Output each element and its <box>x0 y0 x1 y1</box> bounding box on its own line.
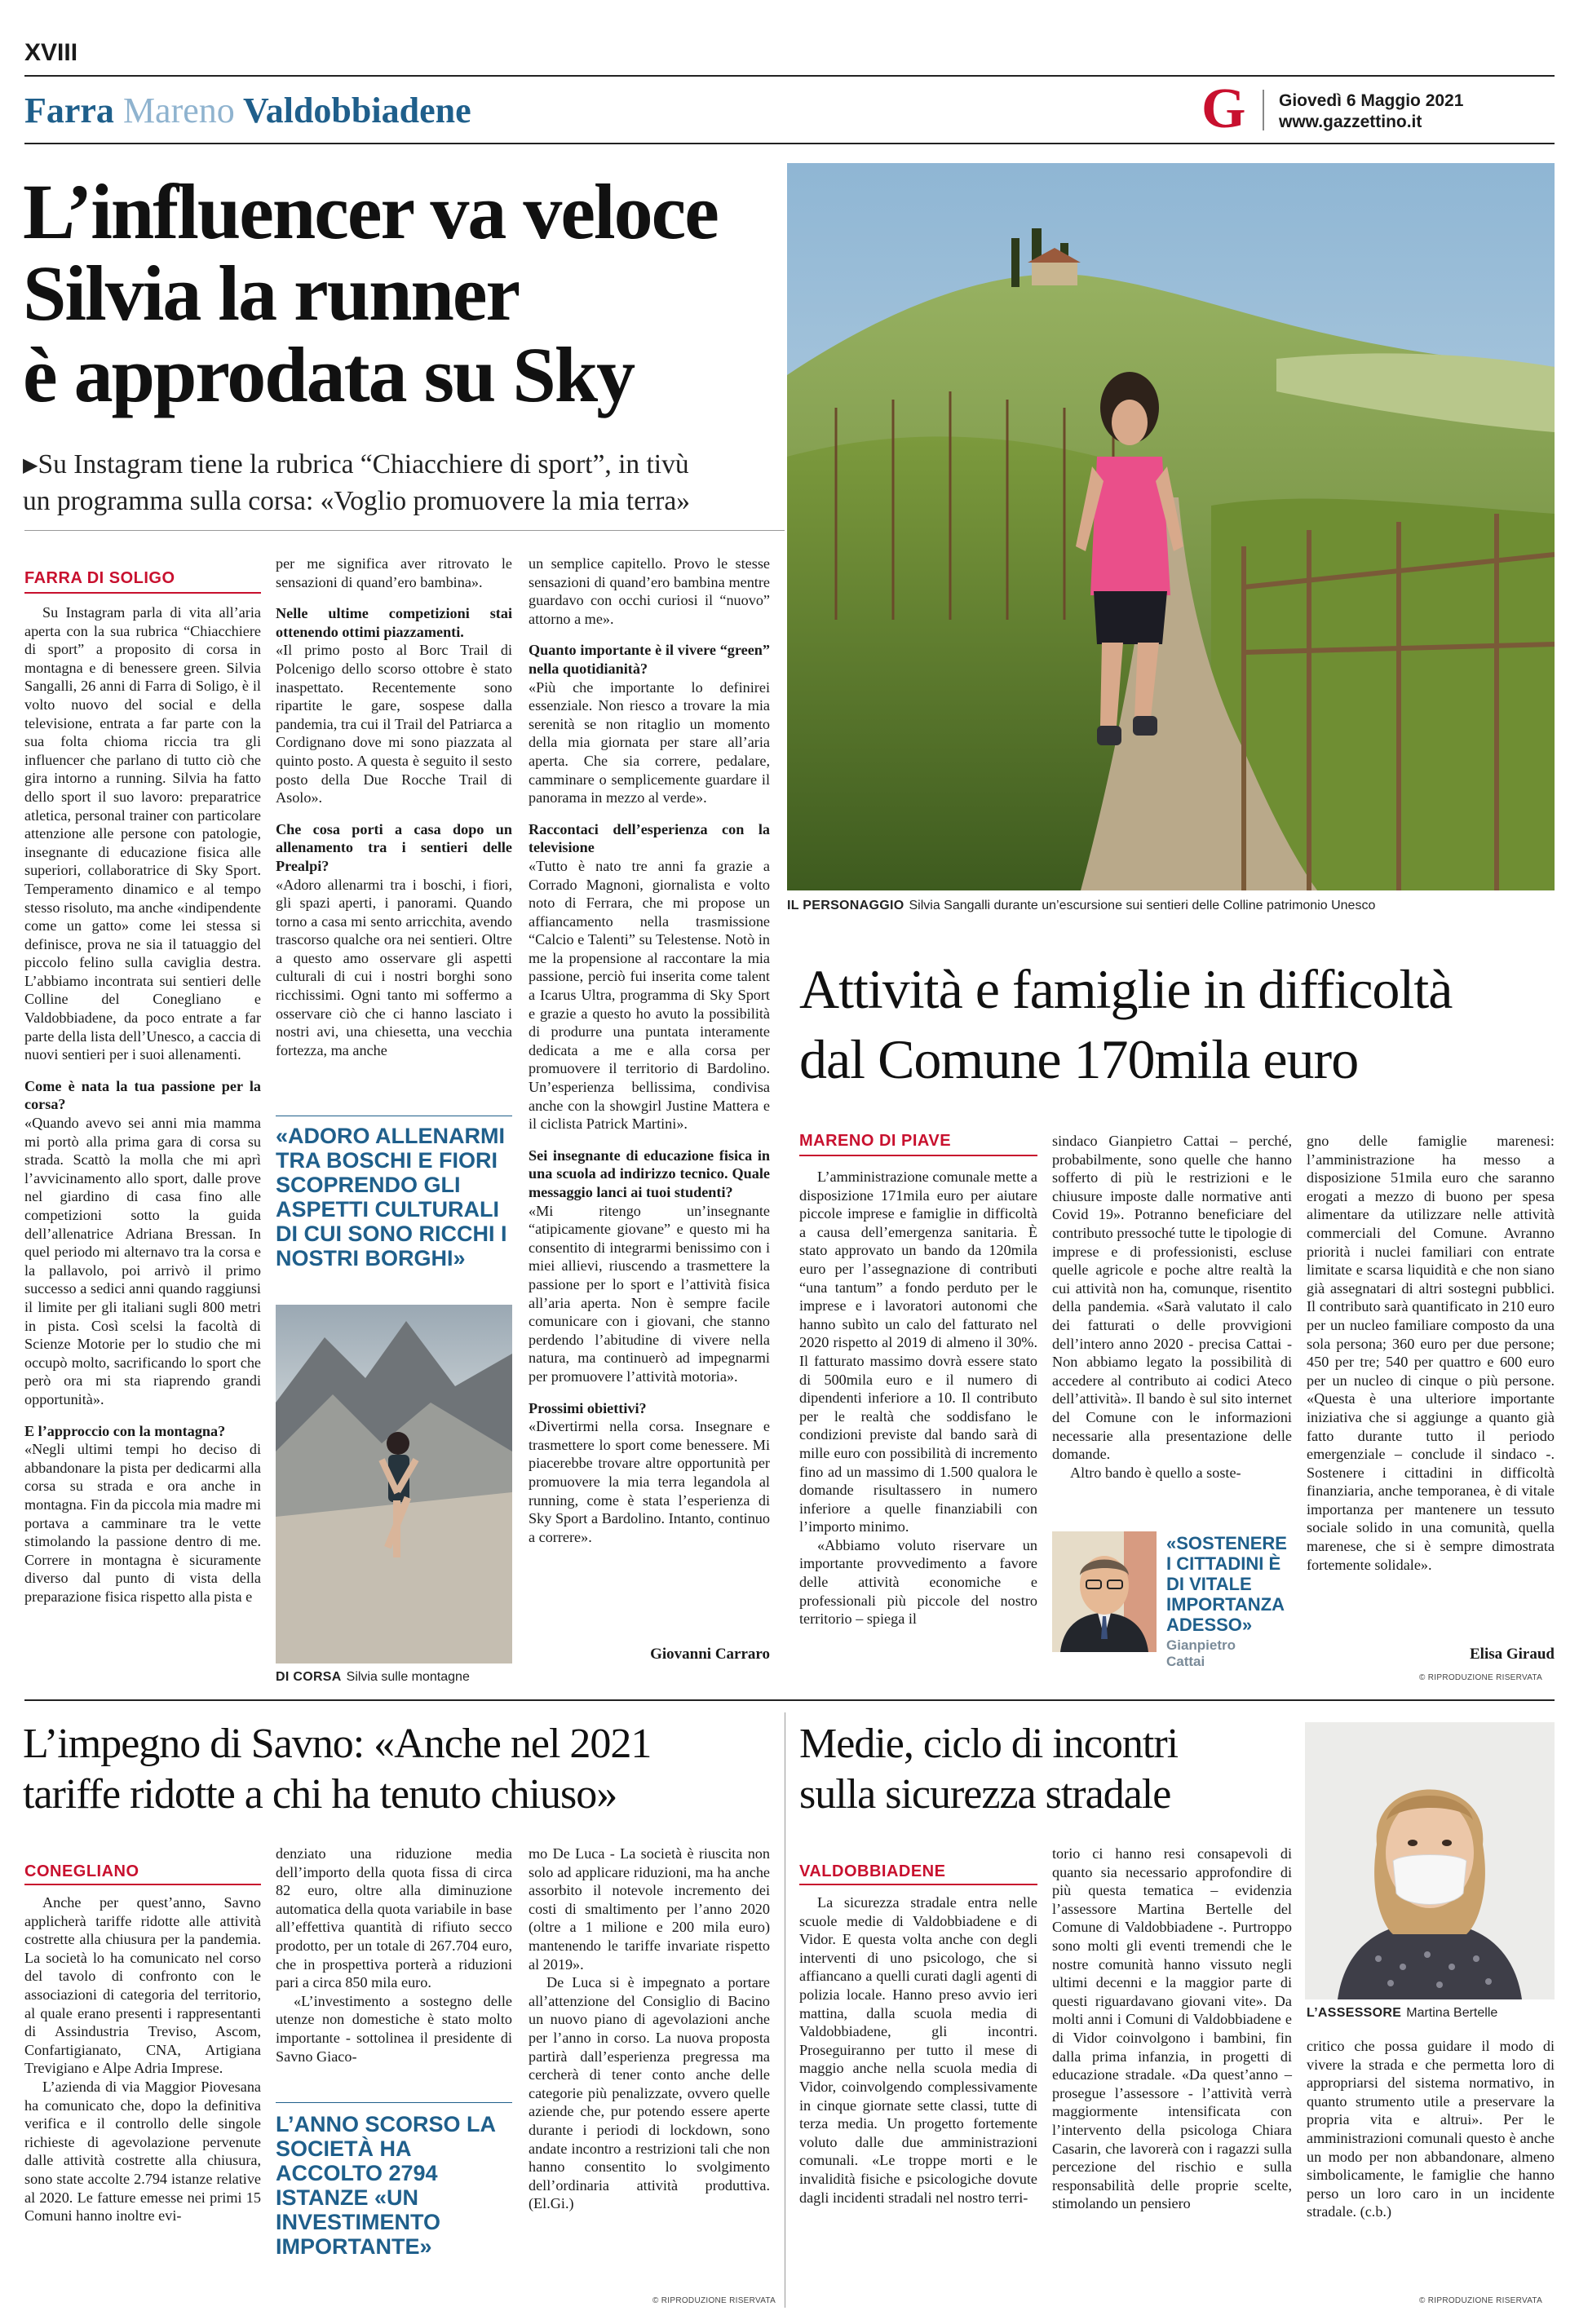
body-paragraph: «Tutto è nato tre anni fa grazie a Corrado Magnoni, giornalista e volto noto di Ferrara, che mi propose un affiancamento nella trasmissione “Calcio e Talenti” su Telestense. Notò in me la propensione al raccontare la mia passione, perciò fui inserita come talent a Icarus Ultra, programma di Sky Sport e grazie a questo ho avuto la possibilità di produrre una puntata interamente dedicata a me e alla corsa per promuovere il territorio di Bardolino. Un’esperienza bellissima, condivisa anche con la showgirl Justine Mattera e il ciclista Patrick Martini». <box>529 857 770 1133</box>
article1-column-3 <box>529 554 770 1546</box>
body-paragraph: La sicurezza stradale entra nelle scuole medie di Valdobbiadene e di Vidor. E questa volta anche con degli interventi di uno psicologo, che si affiancano a quelli curati dagli agenti di polizia locale. Hanno preso avvio ieri mattina, dalla scuola media di Valdobbiadene, gli incontri. Proseguiranno per tutto il mese di maggio anche nella scuola media di Vidor, coinvolgendo complessivamente in cinque giornate sette classi, tutte di terza media. Un progetto fortemente voluto dalle due amministrazioni comunali. «Le troppe morti e le invalidità fisiche e psicologiche dovute dagli incidenti stradali nel nostro terri- <box>799 1894 1037 2206</box>
article1-subheadline-line2: un programma sulla corsa: «Voglio promuovere la mia terra» <box>23 486 691 516</box>
body-paragraph: Altro bando è quello a soste- <box>1070 1464 1241 1481</box>
body-paragraph: «Negli ultimi tempi ho deciso di abbandonare la pista per dedicarmi alla corsa su strada e ora anche in montagna. Fin da piccola mia madre mi portava a camminare tra le vette stimolando la passione dentro di me. Correre in montagna è sicuramente diverso dal punto di vista della preparazione fisica rispetto alla pista e <box>24 1441 261 1605</box>
section-towns <box>24 90 471 131</box>
bottom-section-rule <box>24 1699 1555 1701</box>
body-paragraph: mo De Luca - La società è riuscita non solo ad applicare riduzioni, ma ha anche assorbito il notevole incremento dei costi di smaltimento per l’anno 2020 (oltre a 1 milione e 200 mila euro) mantenendo le tariffe invariate rispetto al 2019». <box>529 1845 770 1973</box>
gazzettino-logo <box>1201 77 1252 140</box>
section-town-mareno: Mareno <box>122 91 235 130</box>
article1-kicker: FARRA DI SOLIGO <box>24 569 175 587</box>
vineyard-trail-illustration <box>787 163 1555 890</box>
article3-pullquote: L’ANNO SCORSO LA SOCIETÀ HA ACCOLTO 2794 ISTANZE «UN INVESTIMENTO IMPORTANTE» <box>276 2112 496 2259</box>
article3-pullquote-rule <box>276 2102 512 2103</box>
interview-question: Raccontaci dell’esperienza con la televisione <box>529 820 770 856</box>
article4-kicker-rule <box>799 1884 1037 1885</box>
article1-headline-line1: L’influencer va veloce <box>23 168 718 255</box>
body-paragraph: «L’investimento a sostegno delle utenze non domestiche è stato molto importante - sottolinea il presidente di Savno Giaco- <box>276 1992 512 2065</box>
article2-column-2 <box>1052 1132 1292 1482</box>
photo1-caption <box>787 899 1555 913</box>
cattai-portrait <box>1052 1531 1157 1652</box>
interview-question: Quanto importante è il vivere “green” nella quotidianità? <box>529 642 770 677</box>
article4-column-1 <box>799 1893 1037 2207</box>
article2-kicker: MARENO DI PIAVE <box>799 1132 952 1150</box>
article3-kicker: CONEGLIANO <box>24 1862 139 1880</box>
article1-headline-line3: è approdata su Sky <box>23 331 635 418</box>
photo4-caption-text: Martina Bertelle <box>1406 2006 1498 2020</box>
website: www.gazzettino.it <box>1279 113 1422 131</box>
body-paragraph: «Divertirmi nella corsa. Insegnare e trasmettere lo sport come benessere. Mi piacerebbe trovare altre opportunità per promuovere la mia terra legandola al running, come è stata l’esperienza di Sky Sport a Bardolino. Intanto, continuo a correre». <box>529 1418 770 1545</box>
article3-rights: © RIPRODUZIONE RISERVATA <box>652 2296 776 2305</box>
article4-headline <box>799 1719 1305 1820</box>
body-paragraph: critico che possa guidare il modo di vivere la strada e che permetta loro di appropriarsi del sistema normativo, in quanto strumento utile a preservare la propria vita e altrui». Per le amministrazioni comunali questo è anche un modo per non abbandonare, almeno simbolicamente, le famiglie che hanno perso un loro caro in un incidente stradale. (c.b.) <box>1307 2038 1555 2220</box>
interview-question: Nelle ultime competizioni stai ottenendo ottimi piazzamenti. <box>276 605 512 640</box>
body-paragraph: gno delle famiglie marenesi: l’amministrazione ha messo a disposizione 51mila euro che saranno erogati a mezzo di buono per spesa alimentare da utilizzare nelle attività commerciali del Comune. Avranno priorità i nuclei familiari con entrate limitate e scarsa liquidità e che non siano già assegnatari di altri sostegni pubblici. Il contributo sarà quantificato in 210 euro per un nucleo familiare composto da una sola persona; 360 euro per due persone; 450 per tre; 540 per quattro e 600 euro per un nucleo di cinque o più persone. «Questa è una ulteriore importante iniziativa che si aggiunge a quanto già fatto durante tutto il periodo emergenziale – conclude il sindaco -. Sostenere i cittadini in difficoltà finanziaria, anche temporanea, è di vitale importanza per mantenere un tessuto sociale solido in una comunità, quella marenese, che si è sempre dimostrata fortemente solidale». <box>1307 1133 1555 1573</box>
main-trail-photo <box>787 163 1555 890</box>
article1-subheadline <box>23 447 781 519</box>
article3-headline-line1: L’impegno di Savno: «Anche nel 2021 <box>23 1721 652 1767</box>
body-paragraph: «Il primo posto al Borc Trail di Polcenigo dello scorso ottobre è stato inaspettato. Recentemente sono ripartite le gare, sospese dalla pandemia, tra cui il Trail del Patriarca a Cordignano dove mi sono piazzata al quinto posto. A questa è seguito il sesto posto della Due Rocche Trail di Asolo». <box>276 642 512 806</box>
article2-headline-line1: Attività e famiglie in difficoltà <box>799 958 1453 1020</box>
article1-sub-rule <box>24 530 785 531</box>
interview-question: Come è nata la tua passione per la corsa? <box>24 1077 261 1113</box>
article2-pullquote: «SOSTENERE I CITTADINI È DI VITALE IMPORTANZA ADESSO» <box>1166 1533 1287 1635</box>
article3-column-3 <box>529 1845 770 2213</box>
body-paragraph: per me significa aver ritrovato le sensazioni di quand’ero bambina». <box>276 555 512 590</box>
article2-rights: © RIPRODUZIONE RISERVATA <box>1419 1673 1543 1682</box>
body-paragraph: Su Instagram parla di vita all’aria aperta con la sua rubrica “Chiacchiere di sport” a proposito di corsa in montagna e di benessere green. Silvia Sangalli, 26 anni di Farra di Soligo, è il volto nuovo del social e della televisione, entrata a far parte con la sua folta chioma riccia tra gli influencer che parlano di tutto ciò che gira intorno a running. Silvia ha fatto dello sport il suo lavoro: preparatrice atletica, personal trainer con particolare attenzione alle persone con patologie, insegnante di educazione fisica alle superiori, collaboratrice di Sky Sport. Temperamento dinamico e al tempo stesso risoluto, ma anche «indipendente come un gatto» come lei stessa si definisce, prova ne sia il tatuaggio del piccolo felino sulla caviglia destra. L’abbiamo incontrata sui sentieri delle Colline del Conegliano e Valdobbiadene, da poco entrate a far parte della lista dell’Unesco, a caccia di nuovi sentieri per i suoi allenamenti. <box>24 604 261 1063</box>
article1-signature: Giovanni Carraro <box>650 1646 770 1663</box>
interview-question: Prossimi obiettivi? <box>529 1399 647 1416</box>
header-top-rule <box>24 75 1555 77</box>
gazzettino-logo-letter: G <box>1201 77 1246 140</box>
body-paragraph: De Luca si è impegnato a portare all’attenzione del Consiglio di Bacino un nuovo piano di agevolazioni anche per l’anno in corso. La nuova proposta partirà dall’esperienza pregressa ma cercherà di tener conto anche delle categorie più penalizzate, ovvero quelle aziende che, pur potendo essere aperte durante i periodi di lockdown, sono andate incontro a restrizioni tali che non hanno consentito lo svolgimento dell’ordinaria attività produttiva. (El.Gi.) <box>529 1974 770 2212</box>
logo-divider <box>1263 90 1264 130</box>
mountain-runner-illustration <box>276 1305 512 1663</box>
article2-kicker-rule <box>799 1155 1037 1156</box>
body-paragraph: Anche per quest’anno, Savno applicherà tariffe ridotte alle attività costrette alla chiusura per la pandemia. La società lo ha comunicato nel corso del tavolo di confronto con le associazioni di categoria del territorio, al quale erano presenti i rappresentanti di Assindustria Treviso, Ascom, Confartigianato, CNA, Artigiana Trevigiano e Alpe Adria Imprese. <box>24 1894 261 2077</box>
bertelle-portrait-illustration <box>1305 1722 1555 1999</box>
article4-kicker: VALDOBBIADENE <box>799 1862 946 1880</box>
body-paragraph: torio ci hanno resi consapevoli di quanto sia necessario approfondire di più questa tematica – evidenzia l’assessore Martina Bertelle del Comune di Valdobbiadene -. Purtroppo sono molti gli eventi tremendi che le nostre comunità hanno vissuto negli ultimi decenni e la maggior parte di questi riguardavano giovani vite». Da molti anni i Comuni di Valdobbiadene e di Vidor coinvolgono i bambini, fin dalla prima infanzia, in progetti di educazione stradale. «Da quest’anno – prosegue l’assessore - l’attività verrà maggiormente intensificata con l’intervento della psicologa Chiara Casarin, che lavorerà con i ragazzi sulla percezione del rischio e sulla responsabilità delle proprie scelte, stimolando un pensiero <box>1052 1845 1292 2212</box>
article2-signature: Elisa Giraud <box>1470 1646 1555 1663</box>
header-bottom-rule <box>24 143 1555 144</box>
body-paragraph: «Abbiamo voluto riservare un importante provvedimento a favore delle attività economiche e professionali più piccole del nostro territorio – spiega il <box>799 1536 1037 1628</box>
article1-column-2 <box>276 554 512 1059</box>
issue-date: Giovedì 6 Maggio 2021 <box>1279 91 1464 110</box>
photo2-caption-text: Silvia sulle montagne <box>346 1670 470 1684</box>
body-paragraph: «Più che importante lo definirei essenziale. Non riesco a trovare la mia serenità se non ritaglio un momento della mia giornata per stare all’aria aperta. Che sia correre, pedalare, camminare o semplicemente guardare il panorama in mezzo al verde». <box>529 678 770 806</box>
article3-column-2 <box>276 1845 512 2066</box>
article2-column-3 <box>1307 1132 1555 1574</box>
article4-headline-line2: sulla sicurezza stradale <box>799 1771 1171 1818</box>
article3-column-1 <box>24 1893 261 2225</box>
article2-column-1 <box>799 1168 1037 1628</box>
body-paragraph: L’amministrazione comunale mette a disposizione 171mila euro per aiutare piccole imprese e famiglie in difficoltà a causa dell’emergenza sanitaria. È stato approvato un bando da 120mila euro per l’assegnazione di contributi “una tantum” a fondo perduto per le imprese e i lavoratori autonomi che hanno subìto un calo del fatturato nel 2020 rispetto al 2019 di almeno il 30%. Il fatturato massimo dovrà essere stato di 500mila euro e il numero di dipendenti inferiore a 10. Il contributo per le realtà che soddisfano le condizioni previste dal bando sarà di mille euro con possibilità di incremento fino ad un massimo di 1.500 qualora le domande risultassero in numero inferiore a quelle finanziabili con l’importo minimo. <box>799 1169 1037 1535</box>
body-paragraph: «Quando avevo sei anni mia mamma mi portò alla prima gara di corsa su strada. Scattò la molla che mi aprì l’avvicinamento allo sport, dalle prove nel giardino di casa fino alle competizioni sotto la guida dell’allenatrice Adriana Bressan. In quel periodo mi alternavo tra la corsa e la pallavolo, poi arrivò il primo successo a sedici anni quando raggiunsi il limite per gli italiani sugli 800 metri in pista. Così scelsi la facoltà di Scienze Motorie per lo studio che mi occupò molto, sacrificando lo sport che però ora mi sta riaprendo grandi opportunità». <box>24 1115 261 1407</box>
article3-headline <box>23 1719 790 1820</box>
bertelle-portrait <box>1305 1722 1555 1999</box>
section-town-valdobbiadene: Valdobbiadene <box>243 91 471 130</box>
cattai-portrait-illustration <box>1052 1531 1157 1652</box>
article4-column-2 <box>1052 1845 1292 2213</box>
photo4-caption <box>1307 2006 1555 2021</box>
page-number: XVIII <box>24 39 78 66</box>
body-paragraph: L’azienda di via Maggior Piovesana ha comunicato che, dopo la definitiva verifica e il controllo delle singole richieste di agevolazione pervenute dalle attività costrette alla chiusura, sono state accolte 2.794 istanze relative al 2020. Le fatture emesse nei primi 15 Comuni hanno inoltre evi- <box>24 2078 261 2225</box>
photo4-caption-label: L’ASSESSORE <box>1307 2006 1402 2020</box>
article1-kicker-rule <box>24 592 261 594</box>
article2-pullquote-name: Gianpietro Cattai <box>1166 1637 1236 1669</box>
article1-pullquote: «ADORO ALLENARMI TRA BOSCHI E FIORI SCOPRENDO GLI ASPETTI CULTURALI DI CUI SONO RICCHI I NOSTRI BORGHI» <box>276 1124 507 1270</box>
triangle-bullet-icon: ▶ <box>23 455 38 476</box>
interview-question: Sei insegnante di educazione fisica in una scuola ad indirizzo tecnico. Quale messaggio lanci ai tuoi studenti? <box>529 1147 770 1200</box>
photo1-caption-label: IL PERSONAGGIO <box>787 899 904 912</box>
article3-headline-line2: tariffe ridotte a chi ha tenuto chiuso» <box>23 1771 617 1818</box>
article1-headline <box>23 168 781 418</box>
article2-headline <box>799 954 1555 1094</box>
body-paragraph: «Adoro allenarmi tra i boschi, i fiori, gli spazi aperti, i panorami. Quando torno a casa mi sento arricchita, avendo trascorso qualche ora nei sentieri. Oltre a questo amo osservare gli aspetti culturali di cui i nostri borghi sono ricchissimi. Ogni tanto mi soffermo a osservare ciò che ci hanno lasciato i nostri avi, una chiesetta, una vecchia fortezza, ma anche <box>276 876 512 1058</box>
interview-question: E l’approccio con la montagna? <box>24 1422 226 1439</box>
body-paragraph: un semplice capitello. Provo le stesse sensazioni di quand’ero bambina mentre guardavo con occhi curiosi il “nuovo” attorno a me». <box>529 555 770 627</box>
article3-kicker-rule <box>24 1884 261 1885</box>
interview-question: Che cosa porti a casa dopo un allenamento tra i sentieri delle Prealpi? <box>276 820 512 874</box>
article4-headline-line1: Medie, ciclo di incontri <box>799 1721 1179 1767</box>
article1-column-1 <box>24 603 261 1606</box>
article4-rights: © RIPRODUZIONE RISERVATA <box>1419 2296 1543 2305</box>
article1-headline-line2: Silvia la runner <box>23 250 520 337</box>
photo1-caption-text: Silvia Sangalli durante un’escursione sui sentieri delle Colline patrimonio Unesco <box>909 899 1376 912</box>
photo2-caption-label: DI CORSA <box>276 1670 342 1684</box>
article4-column-3 <box>1307 2037 1555 2221</box>
section-town-farra: Farra <box>24 91 114 130</box>
photo2-caption <box>276 1670 520 1685</box>
mountain-runner-photo <box>276 1305 512 1663</box>
article1-subheadline-line1: Su Instagram tiene la rubrica “Chiacchiere di sport”, in tivù <box>38 449 689 479</box>
body-paragraph: sindaco Gianpietro Cattai – perché, probabilmente, sono quelle che hanno sofferto di più le restrizioni e le chiusure imposte dalle normative anti Covid 19». Potranno beneficiare del contributo pressoché tutte le tipologie di imprese e di professionisti, escluse quelle agricole e poche altre realtà la cui attività non ha, comunque, risentito della pandemia. «Sarà valutato il calo dei fatturati o delle provvigioni dell’intero anno 2020 - precisa Cattai - Non abbiamo legato la possibilità di accedere al contributo ai codici Ateco dell’attività». Il bando è sul sito internet del Comune con le informazioni necessarie alla presentazione delle domande. <box>1052 1133 1292 1463</box>
body-paragraph: denziato una riduzione media dell’importo della quota fissa di circa 82 euro, oltre alla diminuzione automatica della quota variabile in base all’effettiva quantità di rifiuto secco prodotto, per un totale di 267.704 euro, che in prospettiva porterà a riduzioni pari a circa 850 mila euro. <box>276 1845 512 1991</box>
body-paragraph: «Mi ritengo un’insegnante “atipicamente giovane” e questo mi ha consentito di integrarmi benissimo con i miei allievi, riuscendo a trasmettere la passione per lo sport e l’attività fisica all’aria aperta. Non è sempre facile comunicare con i giovani, che stanno perdendo l’abitudine di vivere nella natura, ma continuerò ad impegnarmi per promuovere l’attività motoria». <box>529 1202 770 1385</box>
article2-headline-line2: dal Comune 170mila euro <box>799 1028 1359 1090</box>
